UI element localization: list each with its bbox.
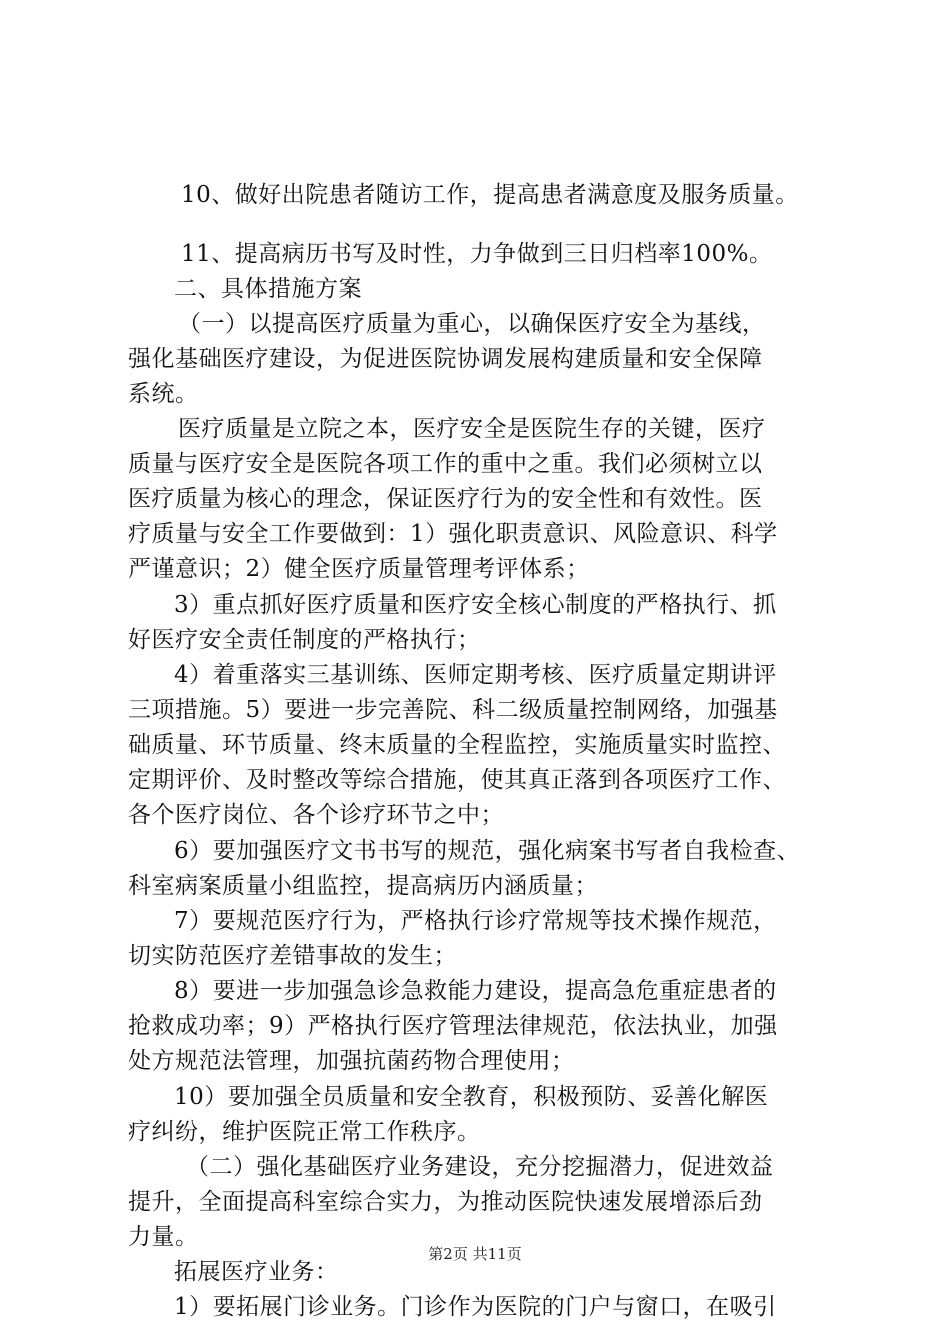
text-line: 科室病案质量小组监控，提高病历内涵质量； xyxy=(128,873,598,899)
text-line: 质量与医疗安全是医院各项工作的重中之重。我们必须树立以 xyxy=(128,451,763,477)
text-line: 医疗质量为核心的理念，保证医疗行为的安全性和有效性。医 xyxy=(128,486,763,512)
section-heading: 二、具体措施方案 xyxy=(174,276,362,302)
text-line: 各个医疗岗位、各个诊疗环节之中； xyxy=(128,802,504,828)
text-line: 疗质量与安全工作要做到：1）强化职责意识、风险意识、科学 xyxy=(128,521,778,547)
text-line: 三项措施。5）要进一步完善院、科二级质量控制网络，加强基 xyxy=(128,697,778,723)
text-line: 1）要拓展门诊业务。门诊作为医院的门户与窗口，在吸引 xyxy=(174,1294,777,1320)
text-line: 抢救成功率；9）严格执行医疗管理法律规范，依法执业，加强 xyxy=(128,1013,778,1039)
subsection-heading: （二）强化基础医疗业务建设，充分挖掘潜力，促进效益 xyxy=(186,1154,774,1180)
subsection-heading: （一）以提高医疗质量为重心，以确保医疗安全为基线， xyxy=(178,311,766,337)
text-line: 定期评价、及时整改等综合措施，使其真正落到各项医疗工作、 xyxy=(128,767,786,793)
text-line: 10）要加强全员质量和安全教育，积极预防、妥善化解医 xyxy=(174,1084,769,1110)
text-line: 严谨意识；2）健全医疗质量管理考评体系； xyxy=(128,556,590,582)
text-line: 医疗质量是立院之本，医疗安全是医院生存的关键，医疗 xyxy=(178,416,766,442)
text-line: 4）着重落实三基训练、医师定期考核、医疗质量定期讲评 xyxy=(174,662,777,688)
text-line: 3）重点抓好医疗质量和医疗安全核心制度的严格执行、抓 xyxy=(174,592,777,618)
text-line: 6）要加强医疗文书书写的规范，强化病案书写者自我检查、 xyxy=(174,838,801,864)
text-line: 础质量、环节质量、终末质量的全程监控，实施质量实时监控、 xyxy=(128,732,786,758)
text-line: 7）要规范医疗行为，严格执行诊疗常规等技术操作规范， xyxy=(174,908,777,934)
text-line: 系统。 xyxy=(128,381,199,407)
text-line: 好医疗安全责任制度的严格执行； xyxy=(128,627,481,653)
text-line: 切实防范医疗差错事故的发生； xyxy=(128,943,457,969)
text-line: 疗纠纷，维护医院正常工作秩序。 xyxy=(128,1119,481,1145)
text-line: 处方规范法管理，加强抗菌药物合理使用； xyxy=(128,1048,575,1074)
text-line: 8）要进一步加强急诊急救能力建设，提高急危重症患者的 xyxy=(174,978,777,1004)
text-line: 10、做好出院患者随访工作，提高患者满意度及服务质量。 xyxy=(181,182,799,208)
text-line: 力量。 xyxy=(128,1224,199,1250)
page-number-footer: 第2页 共11页 xyxy=(428,1245,522,1263)
text-line: 强化基础医疗建设，为促进医院协调发展构建质量和安全保障 xyxy=(128,346,763,372)
text-line: 拓展医疗业务： xyxy=(174,1259,339,1285)
text-line: 提升，全面提高科室综合实力，为推动医院快速发展增添后劲 xyxy=(128,1189,763,1215)
text-line: 11、提高病历书写及时性，力争做到三日归档率100%。 xyxy=(181,241,773,267)
